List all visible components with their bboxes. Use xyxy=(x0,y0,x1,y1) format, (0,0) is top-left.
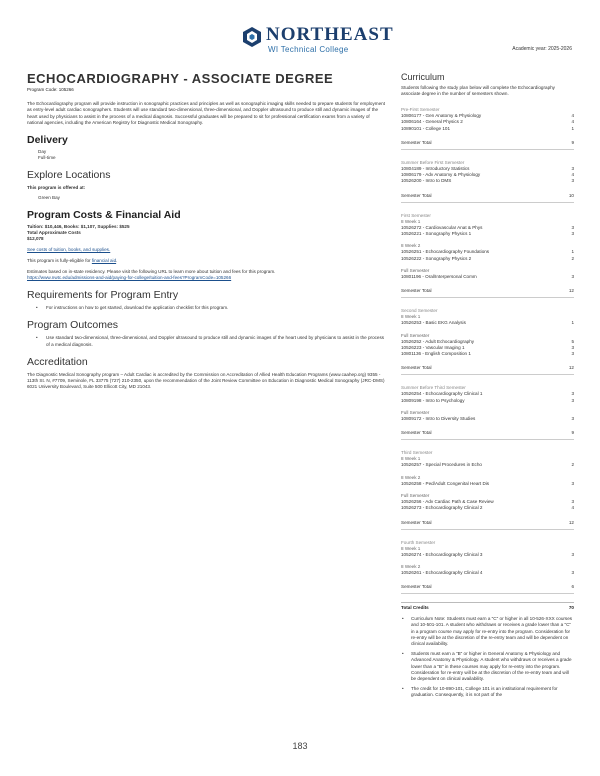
course-credits: 4 xyxy=(571,172,574,178)
estimate-text: Estimates based on in-state residency. Please visit the following URL to learn more about tuition and fees for this program. xyxy=(27,269,276,275)
term-subperiod-label: 8 Week 2 xyxy=(401,243,421,249)
course-name: 10526252 - Adult Echocardiography xyxy=(401,338,475,344)
semester-total-row xyxy=(401,193,574,203)
course-name: 10806177 - Gen Anatomy & Physiology xyxy=(401,113,482,118)
total-credits-value: 70 xyxy=(568,605,574,611)
course-credits: 3 xyxy=(571,498,574,504)
course-name: 10526253 - Basic EKG Analysis xyxy=(401,320,466,326)
semester-total-row xyxy=(401,520,574,530)
course-row xyxy=(401,570,574,576)
course-credits: 2 xyxy=(571,462,574,468)
semester-total-value: 9 xyxy=(571,430,574,436)
curriculum-column xyxy=(401,72,574,703)
delivery-item: Full-time xyxy=(38,155,56,161)
course-credits: 3 xyxy=(571,480,574,486)
course-name: 10526221 - Sonography Physics 1 xyxy=(401,231,472,237)
logo-emblem-icon xyxy=(242,26,262,48)
course-credits: 3 xyxy=(571,397,574,403)
semester-total-label: Semester Total xyxy=(401,430,432,436)
course-credits: 5 xyxy=(571,338,574,344)
costs-total-value: $12,078 xyxy=(27,236,44,242)
term-heading: Summer Before First Semester xyxy=(401,159,465,165)
course-row xyxy=(401,462,574,468)
course-row xyxy=(401,398,574,404)
curriculum-heading: Curriculum xyxy=(401,72,445,82)
course-name: 10526273 - Echocardiography Clinical 2 xyxy=(401,505,483,511)
curriculum-notes xyxy=(401,616,574,698)
course-name: 10526272 - Cardiovascular Anat & Phys xyxy=(401,224,483,230)
course-credits: 3 xyxy=(571,165,574,171)
semester-total-value: 9 xyxy=(571,139,574,145)
costs-breakdown: Tuition: $10,446, Books: $1,107, Supplies: $525 xyxy=(27,224,130,230)
course-name: 10526261 - Echocardiography Clinical 4 xyxy=(401,569,483,575)
course-credits: 4 xyxy=(571,113,574,118)
course-credits: 3 xyxy=(571,178,574,184)
page-number: 183 xyxy=(292,741,308,751)
course-credits: 4 xyxy=(571,505,574,511)
term-heading: Pre-First Semester xyxy=(401,107,440,112)
term-subperiod-label: 8 Week 1 xyxy=(401,218,421,224)
semester-total-value: 10 xyxy=(568,192,574,198)
course-name: 10526274 - Echocardiography Clinical 3 xyxy=(401,551,483,557)
total-credits-label: Total Credits xyxy=(401,605,429,611)
total-credits-row xyxy=(401,602,574,610)
curriculum-note: • The credit for 10-890-101, College 101 is an institutional requirement for graduation. Consequently, it is not part of the xyxy=(401,686,574,698)
term-subperiod-label: Full Semester xyxy=(401,332,430,338)
see-costs-link[interactable]: See costs of tuition, books, and supplies. xyxy=(27,247,111,253)
costs-heading: Program Costs & Financial Aid xyxy=(27,209,181,222)
course-name: 10806179 - Adv Anatomy & Physiology xyxy=(401,172,481,178)
course-credits: 3 xyxy=(571,231,574,237)
course-name: 10804189 - Introductory Statistics xyxy=(401,165,470,171)
course-name: 10809172 - Intro to Diversity Studies xyxy=(401,416,476,422)
semester-total-row xyxy=(401,365,574,375)
course-row xyxy=(401,274,574,280)
outcomes-heading: Program Outcomes xyxy=(27,319,119,332)
course-credits: 3 xyxy=(571,224,574,230)
requirements-item: • For instructions on how to get started, download the application checklist for this program. xyxy=(27,305,387,311)
semester-total-label: Semester Total xyxy=(401,288,432,294)
semester-total-value: 12 xyxy=(568,288,574,294)
course-credits: 3 xyxy=(571,551,574,557)
accreditation-text: The Diagnostic Medical Sonography program – Adult Cardiac is accredited by the Commission on Accreditation of Allied Health Education Programs (www.caahep.org) 9355 - 113th St. N, #7709, Seminole, FL 33775 (727) 210-2350, upon the recommendation of the Joint Review Committee on Education in Diagnostic Medical Sonography (JRC-DMS) 6021 University Boulevard, Suite 500 Ellicott City, MD 21043. xyxy=(27,371,385,390)
academic-year: Academic year: 2025-2026 xyxy=(512,46,572,52)
course-row xyxy=(401,505,574,511)
course-credits: 3 xyxy=(571,273,574,279)
term-heading: First Semester xyxy=(401,212,431,218)
course-credits: 3 xyxy=(571,416,574,422)
course-name: 10526254 - Echocardiography Clinical 1 xyxy=(401,391,483,397)
course-credits: 3 xyxy=(571,569,574,575)
semester-total-label: Semester Total xyxy=(401,365,432,371)
tuition-url-link[interactable]: https://www.nwtc.edu/admissions-and-aid/paying-for-college/tuition-and-fees?ProgramCode=105266 xyxy=(27,275,232,281)
term-subperiod-label: Full Semester xyxy=(401,410,430,416)
semester-total-row xyxy=(401,430,574,440)
semester-total-value: 6 xyxy=(571,584,574,590)
course-row xyxy=(401,256,574,262)
course-name: 10806164 - General Physics 2 xyxy=(401,119,463,125)
accreditation-heading: Accreditation xyxy=(27,355,88,368)
semester-total-row xyxy=(401,584,574,594)
course-row xyxy=(401,481,574,487)
course-row xyxy=(401,351,574,357)
term-subperiod-label: 8 Week 1 xyxy=(401,545,421,551)
semester-total-label: Semester Total xyxy=(401,139,432,145)
course-name: 10526256 - Adv Cardiac Path & Case Review xyxy=(401,498,494,504)
course-row xyxy=(401,320,574,326)
delivery-heading: Delivery xyxy=(27,134,68,147)
semester-total-row xyxy=(401,288,574,298)
offered-at-label: This program is offered at: xyxy=(27,185,86,191)
course-credits: 3 xyxy=(571,351,574,357)
term-subperiod-label: 8 Week 2 xyxy=(401,474,421,480)
course-name: 10526258 - Ped/Adult Congenital Heart Dis xyxy=(401,480,490,486)
course-credits: 1 xyxy=(571,249,574,255)
delivery-item: Day xyxy=(38,149,47,155)
course-row xyxy=(401,416,574,422)
financial-aid-prefix: This program is fully-eligible for xyxy=(27,258,92,264)
page-header xyxy=(0,0,600,70)
course-name: 10526200 - Intro to DMS xyxy=(401,178,452,184)
logo-subtitle: WI Technical College xyxy=(268,45,349,54)
course-row xyxy=(401,178,574,184)
location-green-bay[interactable]: Green Bay xyxy=(38,195,60,201)
course-name: 10809198 - Intro to Psychology xyxy=(401,397,465,403)
semester-total-label: Semester Total xyxy=(401,584,432,590)
logo-title: NORTHEAST xyxy=(266,24,394,45)
course-name: 10890101 - College 101 xyxy=(401,125,451,131)
term-heading: Fourth Semester xyxy=(401,539,436,545)
curriculum-terms xyxy=(401,107,574,594)
program-title: ECHOCARDIOGRAPHY - ASSOCIATE DEGREE xyxy=(27,71,334,86)
course-credits: 4 xyxy=(571,119,574,125)
course-credits: 1 xyxy=(571,320,574,326)
program-details-column xyxy=(27,72,387,391)
course-name: 10526257 - Special Procedures in Echo xyxy=(401,462,482,468)
semester-total-value: 12 xyxy=(568,519,574,525)
semester-total-label: Semester Total xyxy=(401,519,432,525)
term-heading: Third Semester xyxy=(401,450,433,456)
course-credits: 1 xyxy=(571,125,574,131)
course-credits: 3 xyxy=(571,391,574,397)
term-subperiod-label: Full Semester xyxy=(401,267,430,273)
term-heading: Second Semester xyxy=(401,308,438,314)
curriculum-note: • Curriculum Note: Students must earn a "C" or higher in all 10-526-XXX courses and 10-501-101. A student who withdraws or receives a grade lower than a "C" in a program course may apply for re-entry into the program. Consideration for re-entry will be at the discretion of the re-entry team and will be dependent on clinical availability. xyxy=(401,616,574,647)
financial-aid-text xyxy=(27,258,387,264)
financial-aid-link[interactable]: financial aid xyxy=(91,258,117,264)
course-name: 10526251 - Echocardiography Foundations xyxy=(401,249,490,255)
semester-total-label: Semester Total xyxy=(401,192,432,198)
term-subperiod-label: 8 Week 2 xyxy=(401,563,421,569)
course-row xyxy=(401,231,574,237)
course-name: 10526222 - Sonography Physics 2 xyxy=(401,255,472,261)
semester-total-row xyxy=(401,140,574,150)
financial-aid-suffix: . xyxy=(116,258,118,264)
requirements-heading: Requirements for Program Entry xyxy=(27,289,179,302)
locations-heading: Explore Locations xyxy=(27,169,111,182)
course-name: 10526223 - Vascular Imaging 1 xyxy=(401,344,465,350)
outcomes-item: • Use standard two-dimensional, three-dimensional, and Doppler ultrasound to produce still and dynamic images of the heart used by physicians to assist in the process of a medical diagnosis. xyxy=(27,335,387,347)
term-heading: Summer Before Third Semester xyxy=(401,385,466,391)
term-subperiod-label: 8 Week 1 xyxy=(401,314,421,320)
term-subperiod-label: 8 Week 1 xyxy=(401,456,421,462)
course-row xyxy=(401,552,574,558)
program-code: Program Code: 105266 xyxy=(27,87,74,92)
curriculum-note: • Students must earn a "B" or higher in General Anatomy & Physiology and Advanced Anatomy & Physiology. A student who withdraws or receives a grade lower than a "B" in these courses may apply for re-entry into the program. Consideration for re-entry will be at the discretion of the re-entry team and will be dependent on clinical availability. xyxy=(401,651,574,682)
course-credits: 2 xyxy=(571,255,574,261)
course-credits: 3 xyxy=(571,344,574,350)
costs-total-label: Total Approximate Costs xyxy=(27,230,81,236)
program-description: The Echocardiography program will provide instruction in sonographic practices and principles as well as sonographic imaging skills needed to prepare students for employment as entry-level adult cardiac sonographers. Students will use standard two-dimensional, three-dimensional, and Doppler ultrasound to produce still and dynamic images of the heart used by physicians to assist in the process of a medical diagnosis. Successful graduates will be prepared to sit for professional certification exams from a variety of national agencies, including the American Registry for Diagnostic Medical Sonography. xyxy=(27,101,385,125)
curriculum-intro: Students following the study plan below will complete the Echocardiography associate degree in the number of semesters shown. xyxy=(401,85,555,96)
college-logo xyxy=(242,24,394,56)
course-name: 10801196 - Oral/Interpersonal Comm xyxy=(401,273,477,279)
course-row xyxy=(401,126,574,132)
course-name: 10801136 - English Composition 1 xyxy=(401,351,471,357)
semester-total-value: 12 xyxy=(568,365,574,371)
term-subperiod-label: Full Semester xyxy=(401,492,430,498)
